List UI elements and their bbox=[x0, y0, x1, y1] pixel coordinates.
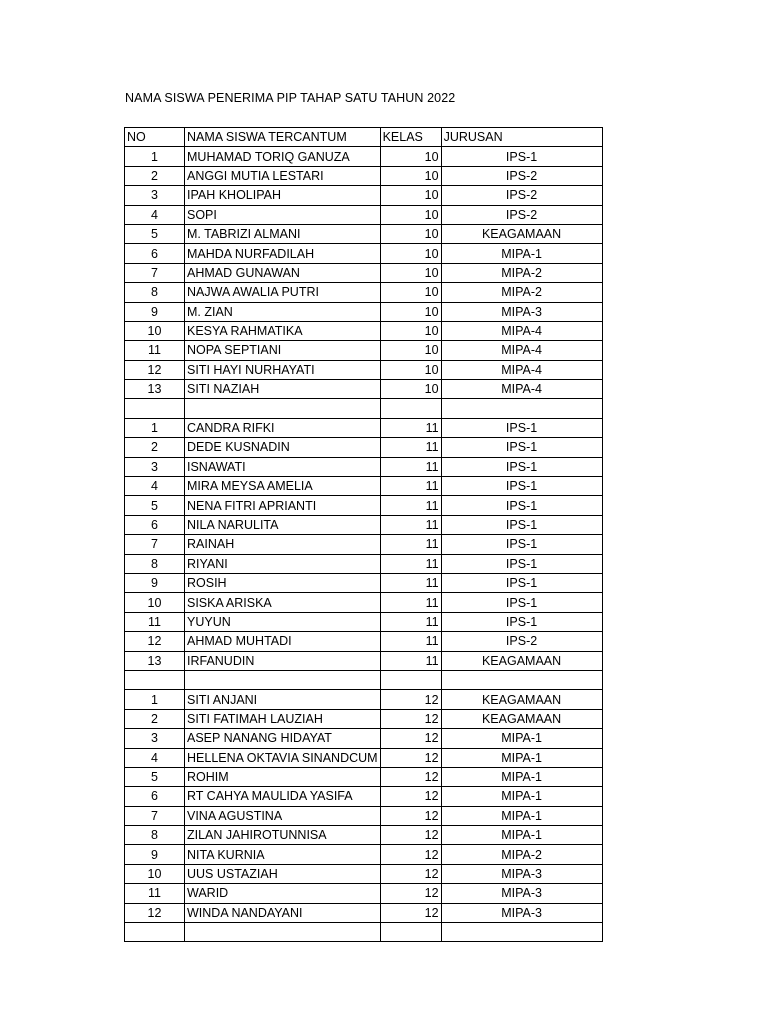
major: IPS-1 bbox=[441, 535, 602, 554]
empty-cell bbox=[185, 923, 381, 942]
class-level: 10 bbox=[380, 205, 441, 224]
student-name: ROHIM bbox=[185, 767, 381, 786]
class-level: 11 bbox=[380, 515, 441, 534]
major: IPS-1 bbox=[441, 496, 602, 515]
row-number: 6 bbox=[125, 515, 185, 534]
major: MIPA-3 bbox=[441, 864, 602, 883]
empty-cell bbox=[441, 670, 602, 689]
row-number: 12 bbox=[125, 632, 185, 651]
major: IPS-1 bbox=[441, 457, 602, 476]
class-level: 10 bbox=[380, 147, 441, 166]
row-number: 3 bbox=[125, 457, 185, 476]
student-name: ANGGI MUTIA LESTARI bbox=[185, 166, 381, 185]
student-name: SITI NAZIAH bbox=[185, 380, 381, 399]
major: MIPA-1 bbox=[441, 244, 602, 263]
column-header-kelas: KELAS bbox=[380, 128, 441, 147]
student-name: M. ZIAN bbox=[185, 302, 381, 321]
row-number: 7 bbox=[125, 535, 185, 554]
empty-cell bbox=[125, 399, 185, 418]
row-number: 12 bbox=[125, 903, 185, 922]
major: IPS-2 bbox=[441, 166, 602, 185]
class-level: 11 bbox=[380, 477, 441, 496]
student-name: MUHAMAD TORIQ GANUZA bbox=[185, 147, 381, 166]
empty-cell bbox=[441, 399, 602, 418]
student-name: NILA NARULITA bbox=[185, 515, 381, 534]
student-name: RT CAHYA MAULIDA YASIFA bbox=[185, 787, 381, 806]
major: KEAGAMAAN bbox=[441, 224, 602, 243]
table-row bbox=[125, 457, 603, 476]
table-row bbox=[125, 845, 603, 864]
table-row bbox=[125, 477, 603, 496]
empty-cell bbox=[125, 923, 185, 942]
table-row bbox=[125, 418, 603, 437]
major: IPS-1 bbox=[441, 593, 602, 612]
major: MIPA-1 bbox=[441, 729, 602, 748]
student-name: KESYA RAHMATIKA bbox=[185, 321, 381, 340]
table-row bbox=[125, 709, 603, 728]
major: KEAGAMAAN bbox=[441, 709, 602, 728]
class-level: 12 bbox=[380, 845, 441, 864]
table-row bbox=[125, 884, 603, 903]
row-number: 9 bbox=[125, 845, 185, 864]
row-number: 8 bbox=[125, 826, 185, 845]
class-level: 10 bbox=[380, 341, 441, 360]
class-level: 10 bbox=[380, 360, 441, 379]
class-level: 11 bbox=[380, 438, 441, 457]
class-level: 11 bbox=[380, 573, 441, 592]
table-row bbox=[125, 302, 603, 321]
major: MIPA-2 bbox=[441, 283, 602, 302]
table-row bbox=[125, 593, 603, 612]
class-level: 11 bbox=[380, 651, 441, 670]
student-name: IPAH KHOLIPAH bbox=[185, 186, 381, 205]
row-number: 11 bbox=[125, 341, 185, 360]
major: IPS-2 bbox=[441, 205, 602, 224]
class-level: 10 bbox=[380, 186, 441, 205]
table-row bbox=[125, 321, 603, 340]
major: MIPA-1 bbox=[441, 806, 602, 825]
table-row bbox=[125, 864, 603, 883]
row-number: 4 bbox=[125, 477, 185, 496]
student-name: VINA AGUSTINA bbox=[185, 806, 381, 825]
student-name: HELLENA OKTAVIA SINANDCUM bbox=[185, 748, 381, 767]
table-row bbox=[125, 147, 603, 166]
major: MIPA-4 bbox=[441, 341, 602, 360]
row-number: 13 bbox=[125, 380, 185, 399]
row-number: 4 bbox=[125, 748, 185, 767]
class-level: 12 bbox=[380, 709, 441, 728]
empty-cell bbox=[185, 670, 381, 689]
blank-separator-row bbox=[125, 670, 603, 689]
row-number: 5 bbox=[125, 224, 185, 243]
table-row bbox=[125, 515, 603, 534]
empty-cell bbox=[441, 923, 602, 942]
table-row bbox=[125, 380, 603, 399]
table-body bbox=[125, 128, 603, 942]
table-row bbox=[125, 438, 603, 457]
recipient-table bbox=[124, 127, 603, 942]
row-number: 10 bbox=[125, 593, 185, 612]
row-number: 8 bbox=[125, 554, 185, 573]
table-row bbox=[125, 787, 603, 806]
major: MIPA-1 bbox=[441, 826, 602, 845]
major: MIPA-2 bbox=[441, 263, 602, 282]
class-level: 12 bbox=[380, 729, 441, 748]
class-level: 11 bbox=[380, 496, 441, 515]
table-row bbox=[125, 748, 603, 767]
class-level: 10 bbox=[380, 302, 441, 321]
student-name: DEDE KUSNADIN bbox=[185, 438, 381, 457]
empty-cell bbox=[185, 399, 381, 418]
major: IPS-1 bbox=[441, 418, 602, 437]
major: MIPA-2 bbox=[441, 845, 602, 864]
major: IPS-2 bbox=[441, 632, 602, 651]
student-name: NENA FITRI APRIANTI bbox=[185, 496, 381, 515]
major: MIPA-4 bbox=[441, 321, 602, 340]
column-header-no: NO bbox=[125, 128, 185, 147]
table-row bbox=[125, 496, 603, 515]
major: IPS-1 bbox=[441, 147, 602, 166]
class-level: 12 bbox=[380, 767, 441, 786]
table-row bbox=[125, 263, 603, 282]
class-level: 11 bbox=[380, 554, 441, 573]
class-level: 12 bbox=[380, 826, 441, 845]
student-name: SISKA ARISKA bbox=[185, 593, 381, 612]
class-level: 11 bbox=[380, 535, 441, 554]
table-row bbox=[125, 806, 603, 825]
major: IPS-1 bbox=[441, 515, 602, 534]
row-number: 1 bbox=[125, 690, 185, 709]
student-name: ASEP NANANG HIDAYAT bbox=[185, 729, 381, 748]
major: IPS-1 bbox=[441, 438, 602, 457]
blank-separator-row bbox=[125, 923, 603, 942]
student-name: SITI ANJANI bbox=[185, 690, 381, 709]
row-number: 1 bbox=[125, 147, 185, 166]
empty-cell bbox=[380, 399, 441, 418]
row-number: 4 bbox=[125, 205, 185, 224]
class-level: 10 bbox=[380, 283, 441, 302]
major: MIPA-1 bbox=[441, 748, 602, 767]
class-level: 12 bbox=[380, 806, 441, 825]
document-title: NAMA SISWA PENERIMA PIP TAHAP SATU TAHUN 2022 bbox=[125, 91, 456, 105]
row-number: 2 bbox=[125, 166, 185, 185]
class-level: 12 bbox=[380, 884, 441, 903]
table-row bbox=[125, 283, 603, 302]
student-name: IRFANUDIN bbox=[185, 651, 381, 670]
row-number: 1 bbox=[125, 418, 185, 437]
student-name: RAINAH bbox=[185, 535, 381, 554]
student-name: RIYANI bbox=[185, 554, 381, 573]
class-level: 12 bbox=[380, 690, 441, 709]
student-name: SOPI bbox=[185, 205, 381, 224]
table-row bbox=[125, 767, 603, 786]
student-name: NAJWA AWALIA PUTRI bbox=[185, 283, 381, 302]
class-level: 11 bbox=[380, 632, 441, 651]
major: IPS-2 bbox=[441, 186, 602, 205]
major: MIPA-1 bbox=[441, 767, 602, 786]
row-number: 11 bbox=[125, 612, 185, 631]
table-row bbox=[125, 612, 603, 631]
table-row bbox=[125, 205, 603, 224]
class-level: 12 bbox=[380, 748, 441, 767]
student-name: M. TABRIZI ALMANI bbox=[185, 224, 381, 243]
student-name: MAHDA NURFADILAH bbox=[185, 244, 381, 263]
column-header-name: NAMA SISWA TERCANTUM bbox=[185, 128, 381, 147]
student-name: AHMAD GUNAWAN bbox=[185, 263, 381, 282]
row-number: 5 bbox=[125, 767, 185, 786]
table-row bbox=[125, 535, 603, 554]
table-row bbox=[125, 341, 603, 360]
row-number: 7 bbox=[125, 806, 185, 825]
header-row bbox=[125, 128, 603, 147]
student-name: NOPA SEPTIANI bbox=[185, 341, 381, 360]
student-name: ISNAWATI bbox=[185, 457, 381, 476]
student-name: SITI FATIMAH LAUZIAH bbox=[185, 709, 381, 728]
row-number: 3 bbox=[125, 729, 185, 748]
empty-cell bbox=[380, 670, 441, 689]
major: MIPA-3 bbox=[441, 302, 602, 321]
table-row bbox=[125, 166, 603, 185]
major: MIPA-1 bbox=[441, 787, 602, 806]
table-row bbox=[125, 186, 603, 205]
table-row bbox=[125, 651, 603, 670]
major: MIPA-4 bbox=[441, 380, 602, 399]
class-level: 12 bbox=[380, 903, 441, 922]
row-number: 2 bbox=[125, 709, 185, 728]
student-name: UUS USTAZIAH bbox=[185, 864, 381, 883]
class-level: 10 bbox=[380, 166, 441, 185]
class-level: 11 bbox=[380, 612, 441, 631]
class-level: 11 bbox=[380, 418, 441, 437]
table-row bbox=[125, 903, 603, 922]
table-row bbox=[125, 224, 603, 243]
student-name: ZILAN JAHIROTUNNISA bbox=[185, 826, 381, 845]
student-name: MIRA MEYSA AMELIA bbox=[185, 477, 381, 496]
table-row bbox=[125, 729, 603, 748]
row-number: 6 bbox=[125, 244, 185, 263]
major: IPS-1 bbox=[441, 554, 602, 573]
student-name: ROSIH bbox=[185, 573, 381, 592]
major: IPS-1 bbox=[441, 477, 602, 496]
row-number: 11 bbox=[125, 884, 185, 903]
row-number: 9 bbox=[125, 302, 185, 321]
row-number: 2 bbox=[125, 438, 185, 457]
table-row bbox=[125, 360, 603, 379]
row-number: 9 bbox=[125, 573, 185, 592]
class-level: 10 bbox=[380, 224, 441, 243]
row-number: 6 bbox=[125, 787, 185, 806]
major: KEAGAMAAN bbox=[441, 690, 602, 709]
class-level: 11 bbox=[380, 593, 441, 612]
student-name: AHMAD MUHTADI bbox=[185, 632, 381, 651]
major: MIPA-3 bbox=[441, 884, 602, 903]
row-number: 5 bbox=[125, 496, 185, 515]
row-number: 10 bbox=[125, 321, 185, 340]
class-level: 11 bbox=[380, 457, 441, 476]
student-name: WARID bbox=[185, 884, 381, 903]
class-level: 10 bbox=[380, 263, 441, 282]
class-level: 12 bbox=[380, 864, 441, 883]
major: IPS-1 bbox=[441, 612, 602, 631]
student-name: NITA KURNIA bbox=[185, 845, 381, 864]
row-number: 12 bbox=[125, 360, 185, 379]
major: KEAGAMAAN bbox=[441, 651, 602, 670]
table-row bbox=[125, 554, 603, 573]
blank-separator-row bbox=[125, 399, 603, 418]
table-row bbox=[125, 690, 603, 709]
row-number: 7 bbox=[125, 263, 185, 282]
class-level: 10 bbox=[380, 244, 441, 263]
class-level: 10 bbox=[380, 380, 441, 399]
table-row bbox=[125, 573, 603, 592]
row-number: 3 bbox=[125, 186, 185, 205]
student-name: YUYUN bbox=[185, 612, 381, 631]
row-number: 8 bbox=[125, 283, 185, 302]
student-name: SITI HAYI NURHAYATI bbox=[185, 360, 381, 379]
class-level: 10 bbox=[380, 321, 441, 340]
major: MIPA-3 bbox=[441, 903, 602, 922]
row-number: 10 bbox=[125, 864, 185, 883]
column-header-jurusan: JURUSAN bbox=[441, 128, 602, 147]
empty-cell bbox=[125, 670, 185, 689]
row-number: 13 bbox=[125, 651, 185, 670]
table-row bbox=[125, 632, 603, 651]
empty-cell bbox=[380, 923, 441, 942]
student-name: CANDRA RIFKI bbox=[185, 418, 381, 437]
student-name: WINDA NANDAYANI bbox=[185, 903, 381, 922]
major: MIPA-4 bbox=[441, 360, 602, 379]
class-level: 12 bbox=[380, 787, 441, 806]
major: IPS-1 bbox=[441, 573, 602, 592]
table-row bbox=[125, 244, 603, 263]
table-row bbox=[125, 826, 603, 845]
